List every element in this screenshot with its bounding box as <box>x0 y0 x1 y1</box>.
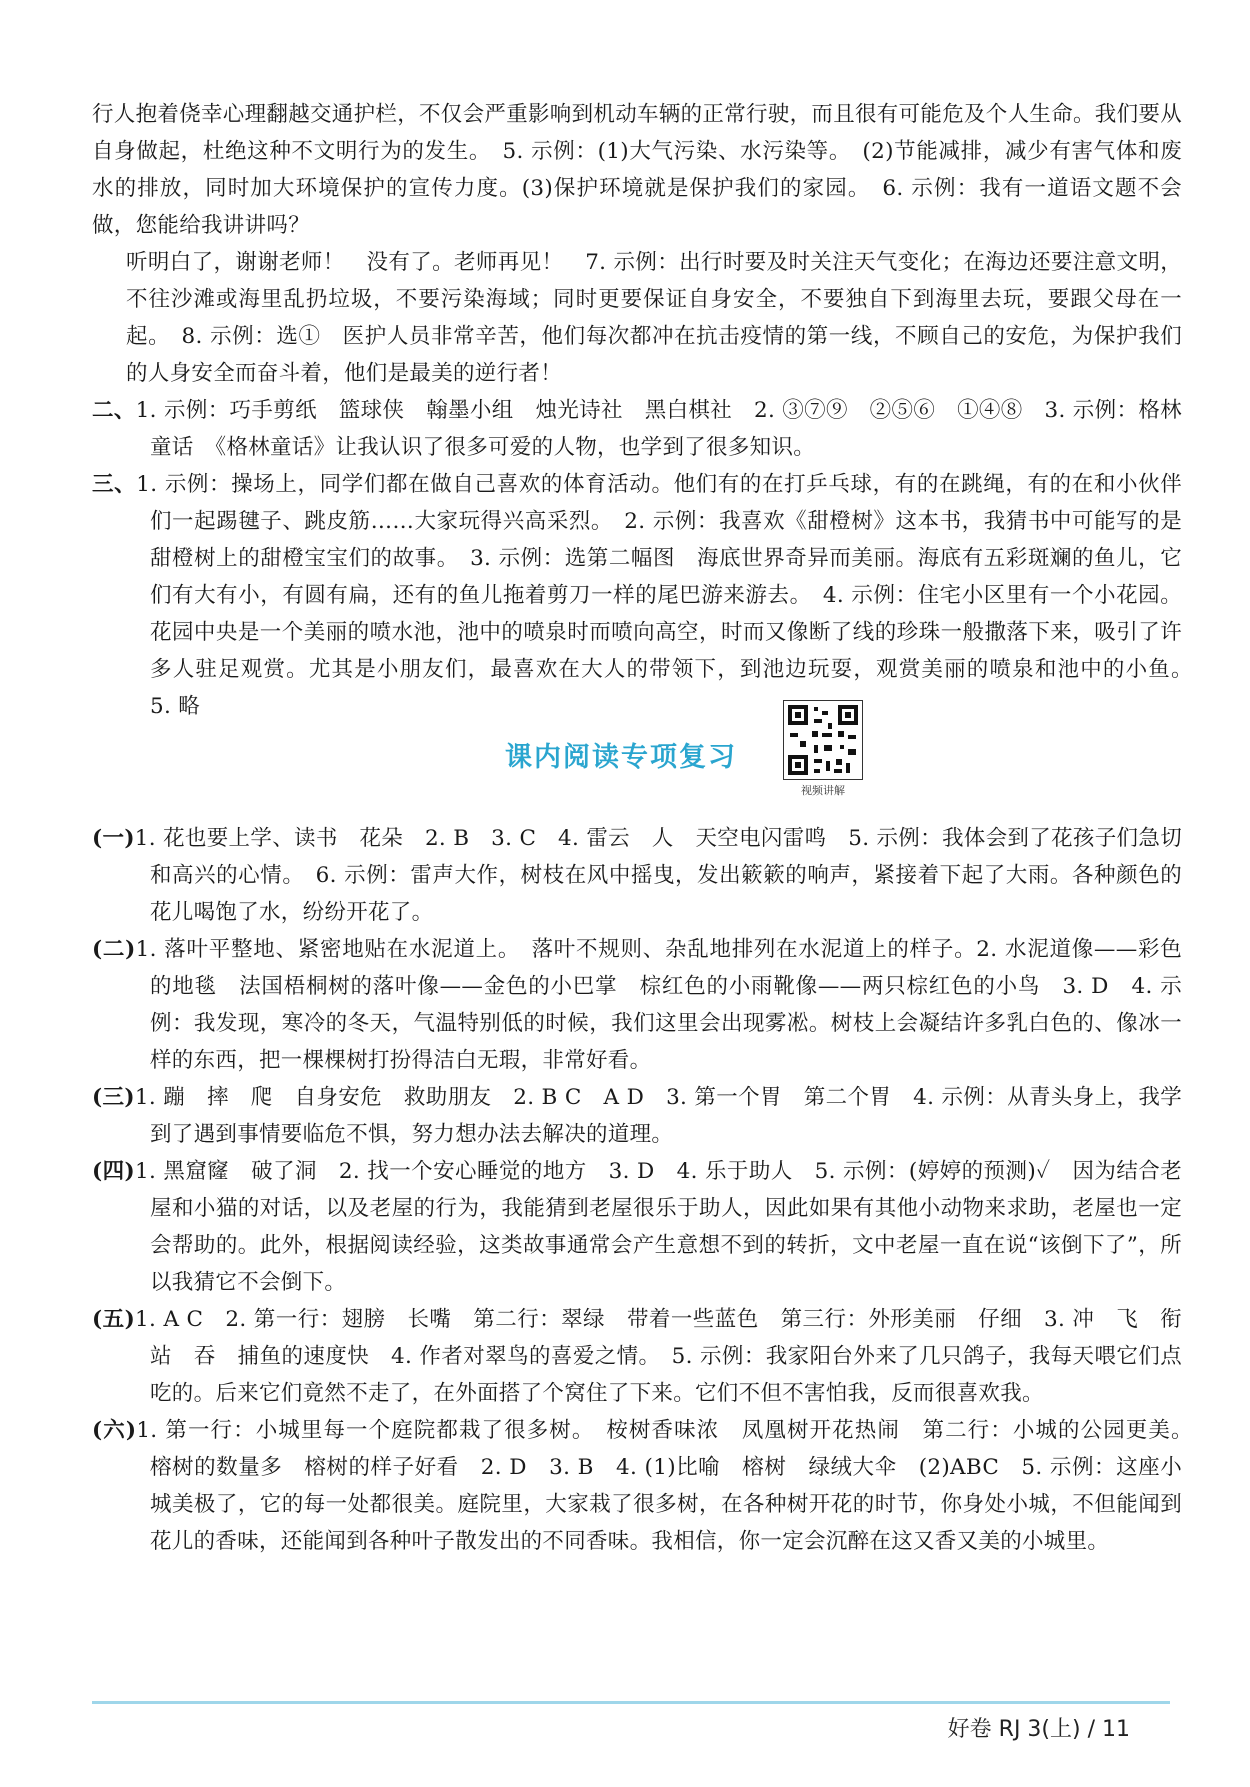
question-group-5 <box>92 1301 1204 1412</box>
question-group-3 <box>92 1079 1182 1153</box>
group-text: 1. 落叶平整地、紧密地贴在水泥道上。 落叶不规则、杂乱地排列在水泥道上的样子。2. 水泥道像——彩色的地毯 法国梧桐树的落叶像——金色的小巴掌 棕红色的小雨靴像——两只棕红色的小鸟 3. D 4. 示例：我发现，寒冷的冬天，气温特别低的时候，我们这里会出现雾凇。树枝上会凝结许多乳白色的、像冰一样的东西，把一棵棵树打扮得洁白无瑕，非常好看。 <box>135 937 1183 1073</box>
qr-code[interactable] <box>783 700 863 780</box>
group-marker: (五) <box>92 1307 136 1332</box>
group-marker: (三) <box>92 1085 135 1110</box>
group-text: 1. 蹦 摔 爬 自身安危 救助朋友 2. B C A D 3. 第一个胃 第二个胃 4. 示例：从青头身上，我学到了遇到事情要临危不惧，努力想办法去解决的道理。 <box>134 1085 1182 1147</box>
group-text: 1. 花也要上学、读书 花朵 2. B 3. C 4. 雷云 人 天空电闪雷鸣 5. 示例：我体会到了花孩子们急切和高兴的心情。 6. 示例：雷声大作，树枝在风中摇曳，发出簌簌的响声，紧接着下起了大雨。各种颜色的花儿喝饱了水，纷纷开花了。 <box>134 826 1182 925</box>
group-text: 1. 第一行：小城里每一个庭院都栽了很多树。 桉树香味浓 凤凰树开花热闹 第二行：小城的公园更美。 榕树的数量多 榕树的样子好看 2. D 3. B 4. (1)比喻 榕树 绿绒大伞 (2)ABC 5. 示例：这座小城美极了，它的每一处都很美。庭院里，大家栽了很多树，在各种树开花的时节，你身处小城，不但能闻到花儿的香味，还能闻到各种叶子散发出的不同香味。我相信，你一定会沉醉在这又香又美的小城里。 <box>136 1418 1204 1554</box>
section-marker: 二、 <box>92 398 136 423</box>
section-marker: 三、 <box>92 472 137 497</box>
group-text: 1. 黑窟窿 破了洞 2. 找一个安心睡觉的地方 3. D 4. 乐于助人 5. 示例：(婷婷的预测)✓ 因为结合老屋和小猫的对话，以及老屋的行为，我能猜到老屋很乐于助人，因此如果有其他小动物来求助，老屋也一定会帮助的。此外，根据阅读经验，这类故事通常会产生意想不到的转折，文中老屋一直在说“该倒下了”，所以我猜它不会倒下。 <box>135 1159 1182 1295</box>
group-marker: (一) <box>92 826 135 851</box>
paragraph: 听明白了，谢谢老师！ 没有了。老师再见！ 7. 示例：出行时要及时关注天气变化；在海边还要注意文明，不往沙滩或海里乱扔垃圾，不要污染海域；同时更要保证自身安全，不要独自下到海里去玩，要跟父母在一起。 8. 示例：选① 医护人员非常辛苦，他们每次都冲在抗击疫情的第一线，不顾自己的安危，为保护我们的人身安全而奋斗着，他们是最美的逆行者！ <box>126 250 1182 386</box>
group-text: 1. A C 2. 第一行：翅膀 长嘴 第二行：翠绿 带着一些蓝色 第三行：外形美丽 仔细 3. 冲 飞 衔 站 吞 捕鱼的速度快 4. 作者对翠鸟的喜爱之情。 5. 示例：我家阳台外来了几只鸽子，我每天喂它们点吃的。后来它们竟然不走了，在外面搭了个窝住了下来。它们不但不害怕我，反而很喜欢我。 <box>135 1307 1204 1406</box>
section-text: 1. 示例：巧手剪纸 篮球侠 翰墨小组 烛光诗社 黑白棋社 2. ③⑦⑨ ②⑤⑥ ①④⑧ 3. 示例：格林童话 《格林童话》让我认识了很多可爱的人物，也学到了很多知识。 <box>135 398 1182 460</box>
group-marker: (二) <box>92 937 136 962</box>
question-group-4 <box>92 1153 1182 1301</box>
section-title: 课内阅读专项复习 <box>505 742 737 773</box>
page-footer: 好卷 RJ 3(上) / 11 <box>947 1717 1130 1742</box>
footer-divider <box>92 1701 1170 1704</box>
question-group-2 <box>92 931 1182 1079</box>
answers-block-reading <box>92 820 1204 1560</box>
question-group-6 <box>92 1412 1204 1560</box>
section-text: 1. 示例：操场上，同学们都在做自己喜欢的体育活动。他们有的在打乒乓球，有的在跳绳，有的在和小伙伴们一起踢毽子、跳皮筋……大家玩得兴高采烈。 2. 示例：我喜欢《甜橙树》这本书，我猜书中可能写的是甜橙树上的甜橙宝宝们的故事。 3. 示例：选第二幅图 海底世界奇异而美丽。海底有五彩斑斓的鱼儿，它们有大有小，有圆有扁，还有的鱼儿拖着剪刀一样的尾巴游来游去。 4. 示例：住宅小区里有一个小花园。花园中央是一个美丽的喷水池，池中的喷泉时而喷向高空，时而又像断了线的珍珠一般撒落下来，吸引了许多人驻足观赏。尤其是小朋友们，最喜欢在大人的带领下，到池边玩耍，观赏美丽的喷泉和池中的小鱼。 5. 略 <box>136 472 1204 719</box>
qr-caption: 视频讲解 <box>801 784 845 797</box>
section-two <box>92 392 1182 466</box>
answers-block-top <box>92 96 1204 725</box>
section-three <box>92 466 1204 725</box>
group-marker: (四) <box>92 1159 136 1184</box>
group-marker: (六) <box>92 1418 137 1443</box>
question-group-1 <box>92 820 1182 931</box>
paragraph: 行人抱着侥幸心理翻越交通护栏，不仅会严重影响到机动车辆的正常行驶，而且很有可能危及个人生命。我们要从自身做起，杜绝这种不文明行为的发生。 5. 示例：(1)大气污染、水污染等。 (2)节能减排，减少有害气体和废水的排放，同时加大环境保护的宣传力度。(3)保护环境就是保护我们的家园。 6. 示例：我有一道语文题不会做，您能给我讲讲吗？ <box>92 102 1183 238</box>
